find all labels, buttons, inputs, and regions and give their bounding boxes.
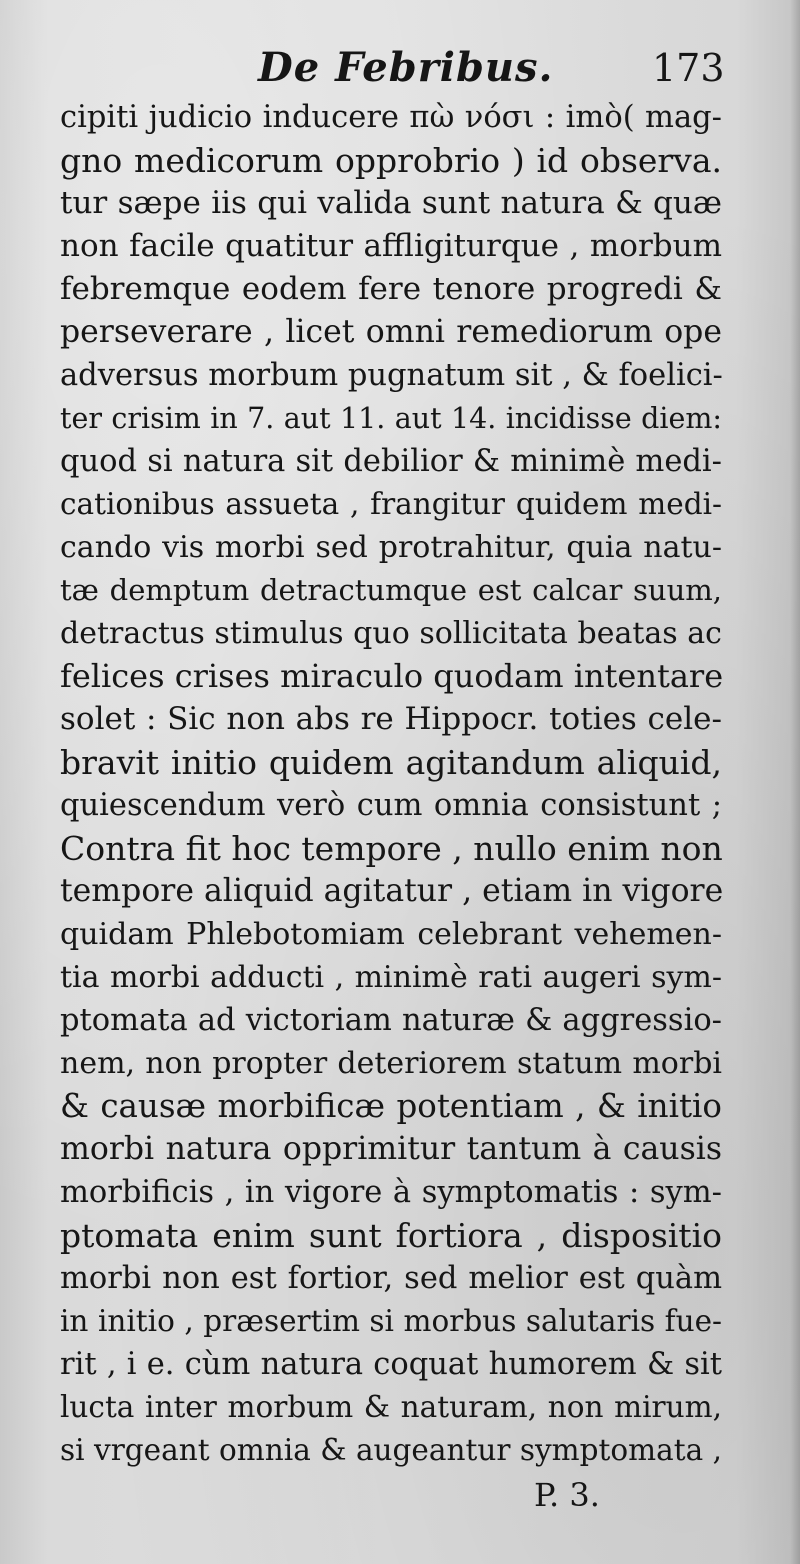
text-line: Contra fit hoc tempore , nullo enim non xyxy=(60,829,723,868)
text-line: morbificis , in vigore à symptomatis : sym- xyxy=(60,1175,722,1210)
text-line: tempore aliquid agitatur , etiam in vigore xyxy=(60,873,724,909)
text-line: quidam Phlebotomiam celebrant vehemen- xyxy=(60,917,722,952)
text-line: ptomata ad victoriam naturæ & aggressio- xyxy=(60,1003,722,1038)
text-line: lucta inter morbum & naturam, non mirum, xyxy=(60,1390,722,1424)
text-line: tia morbi adducti , minimè rati augeri sym- xyxy=(60,960,722,995)
text-line: cationibus assueta , frangitur quidem medi- xyxy=(60,487,722,521)
page-edge-shadow xyxy=(790,0,800,1564)
text-line: adversus morbum pugnatum sit , & foelici- xyxy=(60,358,723,393)
body-text xyxy=(60,96,722,1472)
text-line: quod si natura sit debilior & minimè medi- xyxy=(60,444,722,479)
text-line: nem, non propter deteriorem statum morbi xyxy=(60,1046,722,1081)
text-line: ter crisim in 7. aut 11. aut 14. incidisse diem: xyxy=(60,402,722,435)
text-line: perseverare , licet omni remediorum ope xyxy=(60,314,722,350)
running-title: De Febribus. xyxy=(258,44,554,91)
text-line: felices crises miraculo quodam intentare xyxy=(60,657,724,695)
text-line: cando vis morbi sed protrahitur, quia natu- xyxy=(60,530,722,565)
text-line: tur sæpe iis qui valida sunt natura & quæ xyxy=(60,185,722,221)
page-number: 173 xyxy=(652,46,725,90)
text-line: morbi natura opprimitur tantum à causis xyxy=(60,1131,722,1167)
text-line: & causæ morbificæ potentiam , & initio xyxy=(60,1087,722,1125)
text-line: rit , i e. cùm natura coquat humorem & sit xyxy=(60,1347,722,1382)
text-line: solet : Sic non abs re Hippocr. toties cele- xyxy=(60,701,722,737)
text-line: febremque eodem fere tenore progredi & xyxy=(60,271,722,307)
text-line: morbi non est fortior, sed melior est quàm xyxy=(60,1261,722,1296)
text-line: bravit initio quidem agitandum aliquid, xyxy=(60,743,722,782)
page-header xyxy=(0,44,800,94)
text-line: detractus stimulus quo sollicitata beatas ac xyxy=(60,616,722,651)
catchword: P. 3. xyxy=(534,1476,600,1514)
text-line: non facile quatitur affligiturque , morbum xyxy=(60,228,722,264)
text-line: si vrgeant omnia & augeantur symptomata , xyxy=(60,1433,722,1467)
text-line: tæ demptum detractumque est calcar suum, xyxy=(60,573,722,607)
text-line: ptomata enim sunt fortiora , dispositio xyxy=(60,1216,722,1255)
text-line: gno medicorum opprobrio ) id observa. xyxy=(60,141,722,180)
text-line: cipiti judicio inducere πὼ νόσι : imò( mag- xyxy=(60,100,722,135)
text-line: quiescendum verò cum omnia consistunt ; xyxy=(60,788,722,823)
text-line: in initio , præsertim si morbus salutaris fue- xyxy=(60,1304,722,1338)
